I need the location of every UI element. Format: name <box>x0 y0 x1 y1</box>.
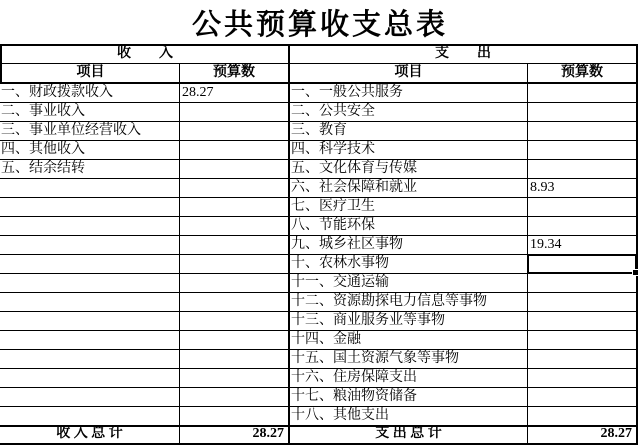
revenue-budget-cell[interactable] <box>180 350 290 369</box>
revenue-item-cell[interactable] <box>0 350 180 369</box>
expenditure-total-value[interactable]: 28.27 <box>528 426 638 445</box>
expenditure-item-header[interactable]: 项目 <box>290 64 528 84</box>
revenue-budget-cell[interactable]: 28.27 <box>180 84 290 103</box>
fill-handle[interactable] <box>632 269 639 276</box>
expenditure-item-cell[interactable]: 十一、交通运输 <box>290 274 528 293</box>
expenditure-budget-cell[interactable] <box>528 331 638 350</box>
revenue-item-cell[interactable] <box>0 407 180 426</box>
revenue-budget-cell[interactable] <box>180 160 290 179</box>
expenditure-budget-cell[interactable] <box>528 141 638 160</box>
expenditure-budget-cell[interactable] <box>528 350 638 369</box>
expenditure-item-cell[interactable]: 十八、其他支出 <box>290 407 528 426</box>
budget-table <box>0 44 638 445</box>
expenditure-item-cell[interactable]: 二、公共安全 <box>290 103 528 122</box>
revenue-item-cell[interactable] <box>0 293 180 312</box>
revenue-item-header[interactable]: 项目 <box>0 64 180 84</box>
expenditure-item-cell[interactable]: 十三、商业服务业等事物 <box>290 312 528 331</box>
expenditure-item-cell[interactable]: 十二、资源勘探电力信息等事物 <box>290 293 528 312</box>
expenditure-section-header[interactable]: 支 出 <box>290 44 638 64</box>
expenditure-item-cell[interactable]: 九、城乡社区事物 <box>290 236 528 255</box>
revenue-budget-cell[interactable] <box>180 179 290 198</box>
expenditure-budget-cell[interactable]: 19.34 <box>528 236 638 255</box>
expenditure-item-cell[interactable]: 十、农林水事物 <box>290 255 528 274</box>
revenue-budget-cell[interactable] <box>180 274 290 293</box>
revenue-total-value[interactable]: 28.27 <box>180 426 290 445</box>
expenditure-budget-cell[interactable] <box>528 407 638 426</box>
expenditure-total-label[interactable]: 支 出 总 计 <box>290 426 528 445</box>
expenditure-budget-cell[interactable] <box>528 84 638 103</box>
revenue-section-header[interactable]: 收 入 <box>0 44 290 64</box>
expenditure-item-cell[interactable]: 十六、住房保障支出 <box>290 369 528 388</box>
revenue-item-cell[interactable]: 四、其他收入 <box>0 141 180 160</box>
expenditure-budget-cell[interactable] <box>528 388 638 407</box>
revenue-item-cell[interactable]: 二、事业收入 <box>0 103 180 122</box>
revenue-item-cell[interactable] <box>0 369 180 388</box>
revenue-item-cell[interactable] <box>0 312 180 331</box>
revenue-item-cell[interactable]: 一、财政拨款收入 <box>0 84 180 103</box>
expenditure-item-cell[interactable]: 六、社会保障和就业 <box>290 179 528 198</box>
revenue-item-cell[interactable] <box>0 179 180 198</box>
expenditure-item-cell[interactable]: 八、节能环保 <box>290 217 528 236</box>
revenue-item-cell[interactable] <box>0 331 180 350</box>
expenditure-budget-cell[interactable] <box>528 274 638 293</box>
expenditure-item-cell[interactable]: 一、一般公共服务 <box>290 84 528 103</box>
expenditure-budget-cell[interactable] <box>528 160 638 179</box>
expenditure-budget-cell[interactable] <box>528 312 638 331</box>
expenditure-budget-cell[interactable] <box>528 198 638 217</box>
revenue-budget-cell[interactable] <box>180 369 290 388</box>
expenditure-budget-header[interactable]: 预算数 <box>528 64 638 84</box>
revenue-budget-header[interactable]: 预算数 <box>180 64 290 84</box>
expenditure-item-cell[interactable]: 七、医疗卫生 <box>290 198 528 217</box>
revenue-budget-cell[interactable] <box>180 198 290 217</box>
expenditure-item-cell[interactable]: 四、科学技术 <box>290 141 528 160</box>
revenue-item-cell[interactable] <box>0 388 180 407</box>
revenue-budget-cell[interactable] <box>180 407 290 426</box>
revenue-total-label[interactable]: 收 入 总 计 <box>0 426 180 445</box>
selected-cell[interactable] <box>528 255 638 274</box>
expenditure-budget-cell[interactable] <box>528 369 638 388</box>
expenditure-item-cell[interactable]: 十五、国土资源气象等事物 <box>290 350 528 369</box>
revenue-budget-cell[interactable] <box>180 255 290 274</box>
revenue-budget-cell[interactable] <box>180 331 290 350</box>
expenditure-budget-cell[interactable] <box>528 217 638 236</box>
revenue-budget-cell[interactable] <box>180 122 290 141</box>
revenue-budget-cell[interactable] <box>180 103 290 122</box>
revenue-budget-cell[interactable] <box>180 236 290 255</box>
expenditure-item-cell[interactable]: 三、教育 <box>290 122 528 141</box>
expenditure-budget-cell[interactable] <box>528 103 638 122</box>
selection-border <box>527 254 637 274</box>
revenue-budget-cell[interactable] <box>180 312 290 331</box>
revenue-item-cell[interactable] <box>0 274 180 293</box>
expenditure-item-cell[interactable]: 五、文化体育与传媒 <box>290 160 528 179</box>
expenditure-item-cell[interactable]: 十七、粮油物资储备 <box>290 388 528 407</box>
expenditure-budget-cell[interactable] <box>528 122 638 141</box>
expenditure-item-cell[interactable]: 十四、金融 <box>290 331 528 350</box>
revenue-budget-cell[interactable] <box>180 388 290 407</box>
revenue-item-cell[interactable] <box>0 236 180 255</box>
expenditure-budget-cell[interactable] <box>528 293 638 312</box>
expenditure-budget-cell[interactable]: 8.93 <box>528 179 638 198</box>
revenue-item-cell[interactable]: 五、结余结转 <box>0 160 180 179</box>
revenue-item-cell[interactable] <box>0 255 180 274</box>
revenue-item-cell[interactable] <box>0 217 180 236</box>
revenue-budget-cell[interactable] <box>180 217 290 236</box>
page-title: 公共预算收支总表 <box>191 8 448 41</box>
revenue-item-cell[interactable] <box>0 198 180 217</box>
revenue-budget-cell[interactable] <box>180 293 290 312</box>
revenue-item-cell[interactable]: 三、事业单位经营收入 <box>0 122 180 141</box>
revenue-budget-cell[interactable] <box>180 141 290 160</box>
